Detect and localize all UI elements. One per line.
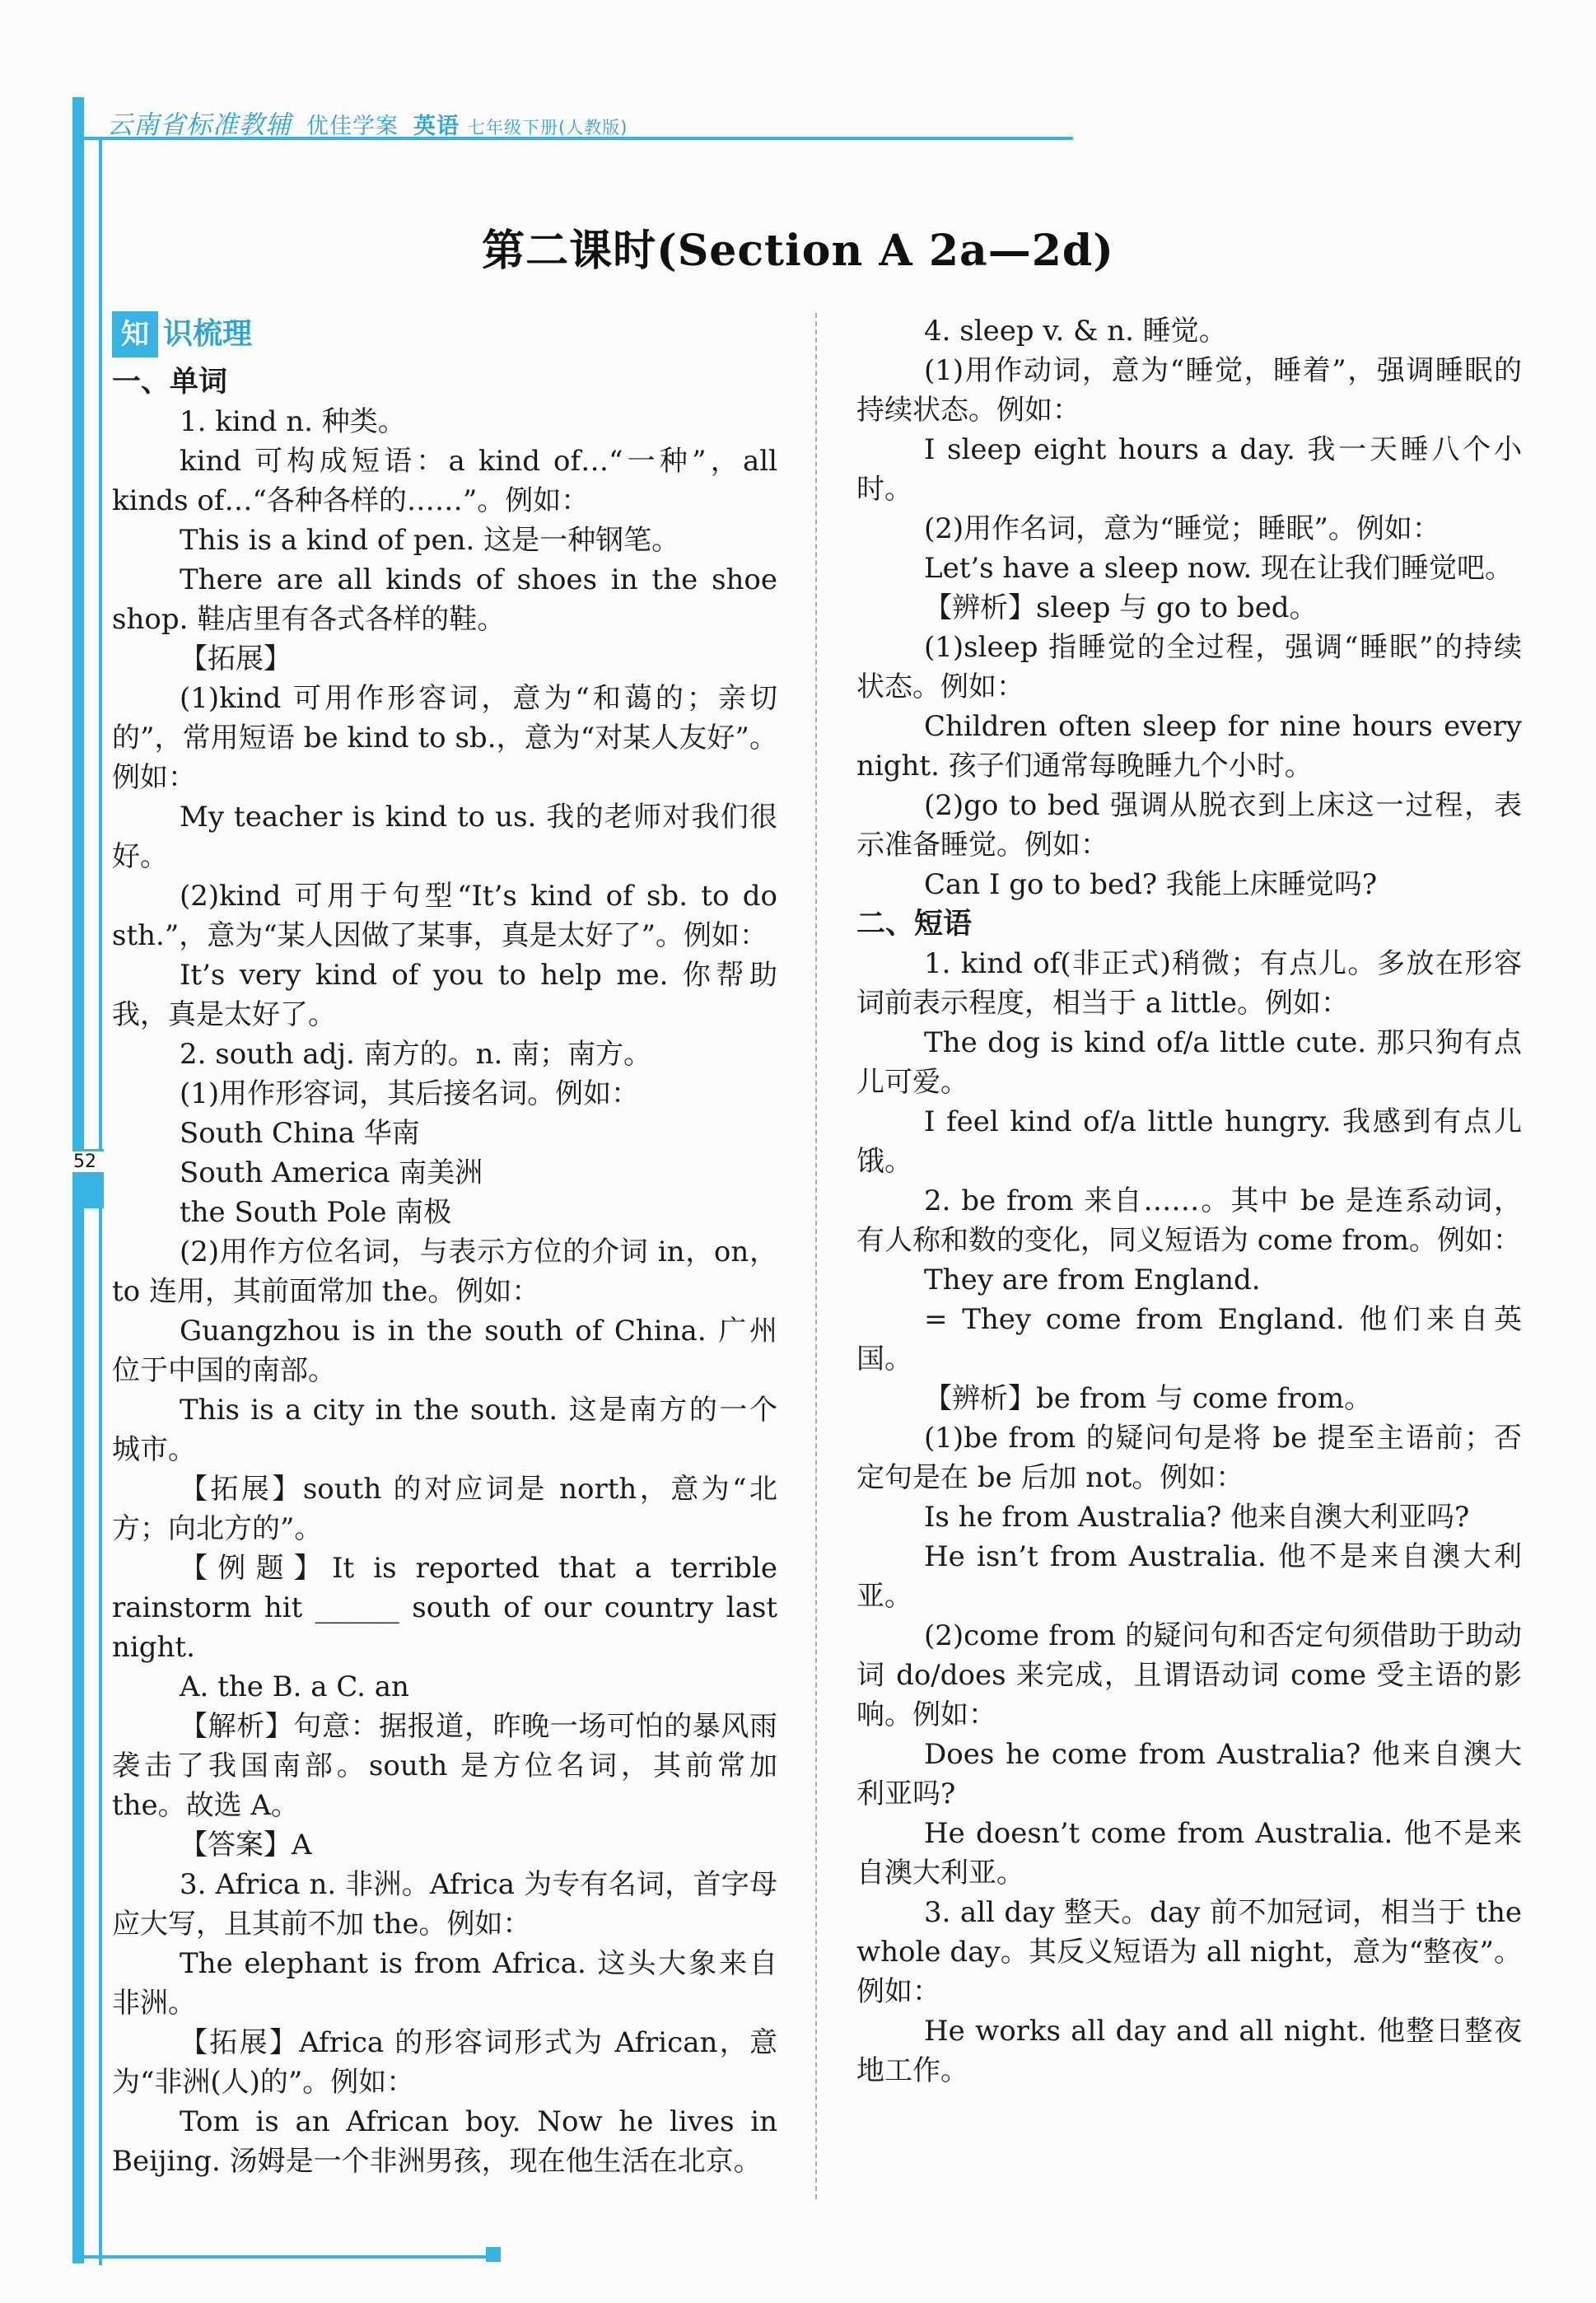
text-paragraph: (2)用作方位名词，与表示方位的介词 in，on，to 连用，其前面常加 the。例如：	[112, 1236, 777, 1308]
grade-label: 七年级下册(人教版)	[468, 118, 628, 138]
text-paragraph: The dog is kind of/a little cute. 那只狗有点儿可爱。	[856, 1026, 1522, 1099]
book-name: 优佳学案	[306, 114, 399, 139]
text-paragraph: 【拓展】Africa 的形容词形式为 African，意为“非洲(人)的”。例如：	[112, 2026, 777, 2099]
text-paragraph: He works all day and all night. 他整日整夜地工作。	[856, 2015, 1522, 2087]
text-paragraph: It’s very kind of you to help me. 你帮助我，真是太好了。	[112, 959, 777, 1031]
text-paragraph: 4. sleep v. & n. 睡觉。	[924, 315, 1227, 348]
text-paragraph: There are all kinds of shoes in the shoe shop. 鞋店里有各式各样的鞋。	[112, 563, 777, 636]
text-paragraph: 【辨析】sleep 与 go to bed。	[924, 591, 1318, 624]
text-paragraph: (1)用作形容词，其后接名词。例如：	[180, 1077, 640, 1110]
text-paragraph: 3. Africa n. 非洲。Africa 为专有名词，首字母应大写，且其前不加 the。例如：	[112, 1868, 777, 1941]
text-paragraph: 【拓展】	[180, 642, 292, 675]
footer-marker	[486, 2247, 501, 2262]
text-paragraph: This is a kind of pen. 这是一种钢笔。	[180, 524, 680, 557]
text-paragraph: I feel kind of/a little hungry. 我感到有点儿饿。	[856, 1105, 1522, 1178]
text-paragraph: 【答案】A	[180, 1829, 312, 1862]
text-paragraph: (1)be from 的疑问句是将 be 提至主语前；否定句是在 be 后加 not。例如：	[856, 1422, 1522, 1494]
text-paragraph: A. the B. a C. an	[180, 1670, 409, 1703]
text-paragraph: 【解析】句意：据报道，昨晚一场可怕的暴风雨袭击了我国南部。south 是方位名词，其前常加 the。故选 A。	[112, 1710, 777, 1822]
text-paragraph: Children often sleep for nine hours every night. 孩子们通常每晚睡九个小时。	[856, 710, 1522, 782]
text-paragraph: = They come from England. 他们来自英国。	[856, 1303, 1522, 1376]
text-paragraph: 2. south adj. 南方的。n. 南；南方。	[180, 1038, 652, 1071]
page-number: 52	[64, 1152, 105, 1172]
text-paragraph: Guangzhou is in the south of China. 广州位于中国的南部。	[112, 1315, 777, 1387]
text-paragraph: Let’s have a sleep now. 现在让我们睡觉吧。	[924, 552, 1513, 585]
text-paragraph: This is a city in the south. 这是南方的一个城市。	[112, 1394, 777, 1466]
text-paragraph: 1. kind n. 种类。	[180, 405, 406, 438]
text-paragraph: (1)用作动词，意为“睡觉，睡着”，强调睡眠的持续状态。例如：	[856, 354, 1522, 427]
section-label	[112, 311, 777, 357]
text-paragraph: My teacher is kind to us. 我的老师对我们很好。	[112, 801, 777, 873]
lesson-title: 第二课时(Section A 2a—2d)	[482, 226, 1114, 276]
text-paragraph: 1. kind of(非正式)稍微；有点儿。多放在形容词前表示程度，相当于 a little。例如：	[856, 947, 1522, 1020]
text-paragraph: South China 华南	[180, 1117, 420, 1150]
text-paragraph: (1)sleep 指睡觉的全过程，强调“睡眠”的持续状态。例如：	[856, 631, 1522, 703]
right-column-body	[856, 311, 1522, 2090]
text-paragraph: Is he from Australia? 他来自澳大利亚吗?	[924, 1501, 1470, 1534]
text-paragraph: (1)kind 可用作形容词，意为“和蔼的；亲切的”，常用短语 be kind to sb.，意为“对某人友好”。例如：	[112, 682, 777, 794]
text-paragraph: the South Pole 南极	[180, 1196, 452, 1229]
column-divider	[815, 313, 817, 2199]
text-paragraph: Can I go to bed? 我能上床睡觉吗?	[924, 868, 1378, 901]
text-paragraph: They are from England.	[924, 1264, 1261, 1296]
text-paragraph: He doesn’t come from Australia. 他不是来自澳大利亚。	[856, 1817, 1522, 1890]
text-paragraph: kind 可构成短语：a kind of…“一种”，all kinds of…“各种各样的……”。例如：	[112, 445, 777, 517]
series-name: 云南省标准教辅	[107, 110, 292, 140]
running-header	[107, 104, 628, 141]
text-paragraph: 3. all day 整天。day 前不加冠词，相当于 the whole day。其反义短语为 all night，意为“整夜”。例如：	[856, 1896, 1522, 2008]
text-paragraph: (2)come from 的疑问句和否定句须借助于助动词 do/does 来完成，且谓语动词 come 受主语的影响。例如：	[856, 1619, 1522, 1731]
subject-name: 英语	[413, 114, 460, 139]
text-paragraph: 【例题】It is reported that a terrible rainstorm hit ______ south of our country last night.	[112, 1552, 777, 1664]
text-paragraph: (2)go to bed 强调从脱衣到上床这一过程，表示准备睡觉。例如：	[856, 789, 1522, 862]
left-column-body	[112, 362, 777, 2181]
section-badge-text: 识梳理	[163, 317, 253, 351]
section-heading: 一、单词	[112, 366, 228, 399]
text-paragraph: Tom is an African boy. Now he lives in Beijing. 汤姆是一个非洲男孩，现在他生活在北京。	[112, 2105, 777, 2178]
text-paragraph: 【拓展】south 的对应词是 north，意为“北方；向北方的”。	[112, 1473, 777, 1545]
text-paragraph: 2. be from 来自……。其中 be 是连系动词，有人称和数的变化，同义短语为 come from。例如：	[856, 1184, 1522, 1257]
text-paragraph: Does he come from Australia? 他来自澳大利亚吗?	[856, 1738, 1522, 1810]
text-paragraph: (2)kind 可用于句型“It’s kind of sb. to do sth.”，意为“某人因做了某事，真是太好了”。例如：	[112, 880, 777, 952]
section-heading: 二、短语	[856, 908, 973, 941]
text-paragraph: 【辨析】be from 与 come from。	[924, 1382, 1373, 1415]
right-column	[856, 311, 1522, 2090]
text-paragraph: I sleep eight hours a day. 我一天睡八个小时。	[856, 433, 1522, 506]
text-paragraph: South America 南美洲	[180, 1156, 483, 1189]
footer-rule	[72, 2255, 492, 2259]
text-paragraph: The elephant is from Africa. 这头大象来自非洲。	[112, 1947, 777, 2020]
left-column	[112, 311, 777, 2181]
section-badge: 知	[112, 311, 158, 357]
text-paragraph: He isn’t from Australia. 他不是来自澳大利亚。	[856, 1540, 1522, 1613]
text-paragraph: (2)用作名词，意为“睡觉；睡眠”。例如：	[924, 512, 1440, 545]
